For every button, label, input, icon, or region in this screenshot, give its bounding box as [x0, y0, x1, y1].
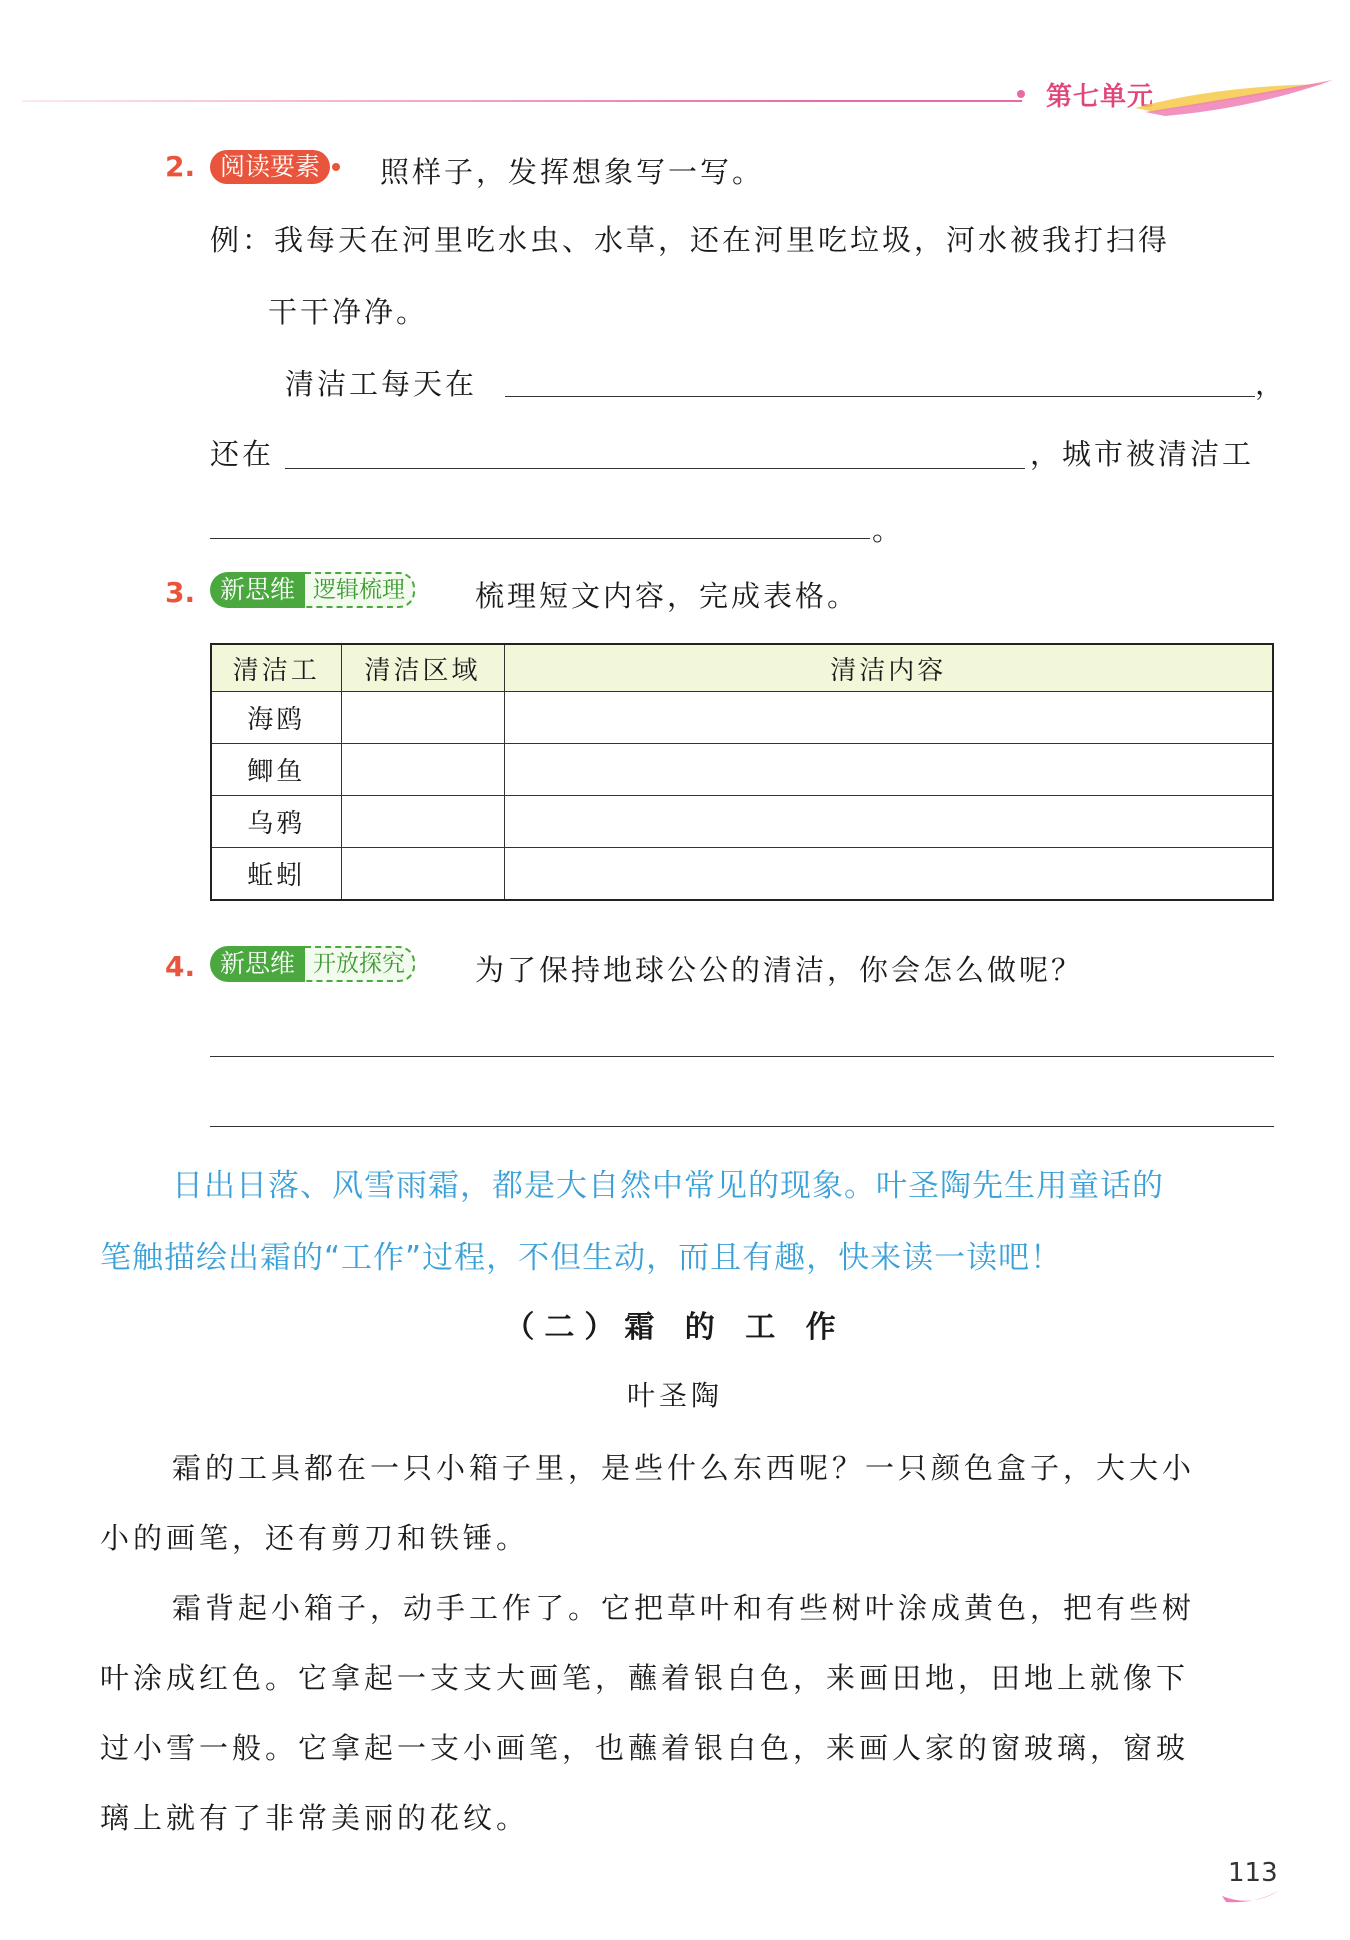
q2-fill-comma: ， — [1255, 367, 1288, 401]
q2-fill-end: 。 — [872, 513, 905, 547]
q2-fill-line2-start: 还在 — [210, 437, 275, 471]
table-cell-area-input[interactable] — [341, 848, 504, 901]
page-number: 113 — [1228, 1858, 1278, 1888]
q2-blank-1[interactable] — [505, 396, 1255, 397]
story-title: （二）霜 的 工 作 — [504, 1310, 846, 1345]
q2-example-line2: 干干净净。 — [268, 295, 429, 329]
table-cell-content-input[interactable] — [504, 796, 1273, 848]
story-line: 叶涂成红色。它拿起一支支大画笔，蘸着银白色，来画田地，田地上就像下 — [100, 1661, 1190, 1695]
story-author: 叶圣陶 — [626, 1379, 723, 1412]
table-header-row — [211, 644, 1273, 692]
table-cell-cleaner: 海鸥 — [211, 692, 341, 744]
table-cell-area-input[interactable] — [341, 796, 504, 848]
table-row — [211, 796, 1273, 848]
table-header-area: 清洁区域 — [341, 644, 504, 692]
q3-prompt: 梳理短文内容，完成表格。 — [475, 579, 860, 613]
table-cell-cleaner: 鲫鱼 — [211, 744, 341, 796]
table-cell-content-input[interactable] — [504, 692, 1273, 744]
story-line: 霜背起小箱子，动手工作了。它把草叶和有些树叶涂成黄色，把有些树 — [172, 1591, 1196, 1625]
table-cell-area-input[interactable] — [341, 692, 504, 744]
cleaner-table — [210, 643, 1274, 901]
q4-answer-line-1[interactable] — [210, 1056, 1274, 1057]
q2-blank-3[interactable] — [210, 538, 870, 539]
q3-tag-sub: 逻辑梳理 — [305, 572, 415, 608]
intro-line2: 笔触描绘出霜的“工作”过程，不但生动，而且有趣，快来读一读吧！ — [100, 1240, 1063, 1276]
q3-tag-main: 新思维 — [210, 572, 305, 608]
q3-number: 3. — [165, 576, 196, 609]
table-header-cleaner: 清洁工 — [211, 644, 341, 692]
table-cell-area-input[interactable] — [341, 744, 504, 796]
q2-tag: 阅读要素 — [210, 150, 330, 184]
unit-title: 第七单元 — [1046, 82, 1155, 112]
story-line: 小的画笔，还有剪刀和铁锤。 — [100, 1521, 530, 1555]
story-line: 霜的工具都在一只小箱子里，是些什么东西呢？一只颜色盒子，大大小 — [172, 1451, 1196, 1485]
story-line: 过小雪一般。它拿起一支小画笔，也蘸着银白色，来画人家的窗玻璃，窗玻 — [100, 1731, 1190, 1765]
q2-example-line1: 例：我每天在河里吃水虫、水草，还在河里吃垃圾，河水被我打扫得 — [210, 223, 1171, 257]
q4-number: 4. — [165, 950, 196, 983]
table-cell-cleaner: 蚯蚓 — [211, 848, 341, 901]
table-row — [211, 692, 1273, 744]
story-line: 璃上就有了非常美丽的花纹。 — [100, 1801, 530, 1835]
q2-fill-line2-end: ，城市被清洁工 — [1030, 437, 1255, 471]
q2-blank-2[interactable] — [285, 468, 1025, 469]
table-row — [211, 848, 1273, 901]
q2-fill-line1: 清洁工每天在 — [285, 367, 478, 401]
intro-line1: 日出日落、风雪雨霜，都是大自然中常见的现象。叶圣陶先生用童话的 — [172, 1168, 1164, 1204]
table-cell-content-input[interactable] — [504, 848, 1273, 901]
q4-answer-line-2[interactable] — [210, 1126, 1274, 1127]
header-dot — [1017, 90, 1025, 98]
header-swoosh-icon — [1135, 76, 1335, 116]
table-cell-cleaner: 乌鸦 — [211, 796, 341, 848]
page-number-swoosh-icon — [1222, 1888, 1282, 1908]
q4-prompt: 为了保持地球公公的清洁，你会怎么做呢？ — [475, 953, 1084, 987]
table-header-content: 清洁内容 — [504, 644, 1273, 692]
q2-prompt: 照样子，发挥想象写一写。 — [380, 155, 765, 189]
q2-number: 2. — [165, 150, 196, 183]
q4-tag-main: 新思维 — [210, 946, 305, 982]
q3-tag — [210, 572, 415, 608]
table-row — [211, 744, 1273, 796]
header-rule — [22, 100, 1022, 102]
q4-tag-sub: 开放探究 — [305, 946, 415, 982]
q4-tag — [210, 946, 415, 982]
table-cell-content-input[interactable] — [504, 744, 1273, 796]
